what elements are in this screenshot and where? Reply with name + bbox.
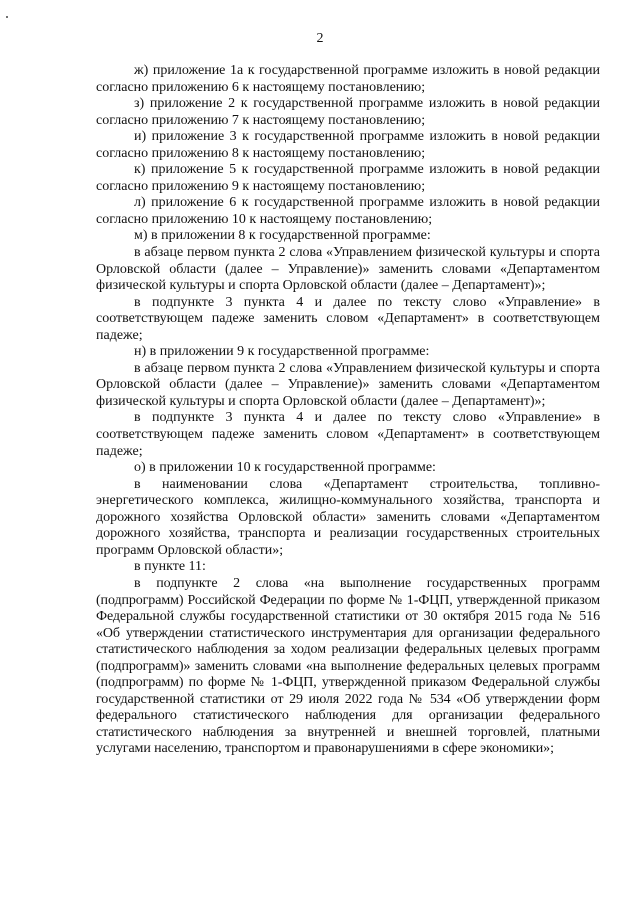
paragraph-z: з) приложение 2 к государственной программе изложить в новой редакции согласно приложению 7 к настоящему постановлению;	[96, 96, 600, 128]
page-number: 2	[316, 31, 324, 46]
paragraph-o-item-2: в пункте 11:	[134, 559, 206, 575]
paragraph-o-item-3: в подпункте 2 слова «на выполнение государственных программ (подпрограмм) Российской Федерации по форме № 1-ФЦП, утвержденной приказом Федеральной службы государственной статистики от 30 октября 2015 года № 516 «Об утверждении статистического инструментария для организации федерального статистического наблюдения за ходом реализации федеральных целевых программ (подпрограмм)» заменить словами «на выполнение федеральных целевых программ (подпрограмм) по форме № 1-ФЦП, утвержденной приказом Федеральной службы государственной статистики от 29 июля 2022 года № 534 «Об утверждении форм федерального статистического наблюдения для организации федерального статистического наблюдения за внутренней и внешней торговлей, платными услугами населению, транспортом и правонарушениями в сфере экономики»;	[96, 575, 600, 757]
paragraph-n: н) в приложении 9 к государственной программе:	[134, 344, 430, 360]
paragraph-i: и) приложение 3 к государственной программе изложить в новой редакции согласно приложению 8 к настоящему постановлению;	[96, 129, 600, 161]
document-body	[96, 63, 600, 758]
paragraph-m: м) в приложении 8 к государственной программе:	[134, 228, 431, 244]
paragraph-zh: ж) приложение 1а к государственной программе изложить в новой редакции согласно приложению 6 к настоящему постановлению;	[96, 63, 600, 95]
paragraph-m-item-1: в абзаце первом пункта 2 слова «Управлением физической культуры и спорта Орловской области (далее – Управление)» заменить словами «Департаментом физической культуры и спорта Орловской области (далее – Департамент)»;	[96, 245, 600, 294]
paragraph-n-item-1: в абзаце первом пункта 2 слова «Управлением физической культуры и спорта Орловской области (далее – Управление)» заменить словами «Департаментом физической культуры и спорта Орловской области (далее – Департамент)»;	[96, 360, 600, 409]
paragraph-l: л) приложение 6 к государственной программе изложить в новой редакции согласно приложению 10 к настоящему постановлению;	[96, 195, 600, 227]
paragraph-n-item-2: в подпункте 3 пункта 4 и далее по тексту слово «Управление» в соответствующем падеже заменить словом «Департамент» в соответствующем падеже;	[96, 410, 600, 459]
paragraph-o: о) в приложении 10 к государственной программе:	[134, 460, 436, 476]
paragraph-o-item-1: в наименовании слова «Департамент строительства, топливно-энергетического комплекса, жилищно-коммунального хозяйства, транспорта и дорожного хозяйства Орловской области» заменить словами «Департаментом дорожного хозяйства, транспорта и реализации государственных строительных программ Орловской области»;	[96, 476, 600, 558]
paragraph-k: к) приложение 5 к государственной программе изложить в новой редакции согласно приложению 9 к настоящему постановлению;	[96, 162, 600, 194]
scan-speck	[6, 16, 8, 18]
paragraph-m-item-2: в подпункте 3 пункта 4 и далее по тексту слово «Управление» в соответствующем падеже заменить словом «Департамент» в соответствующем падеже;	[96, 294, 600, 343]
